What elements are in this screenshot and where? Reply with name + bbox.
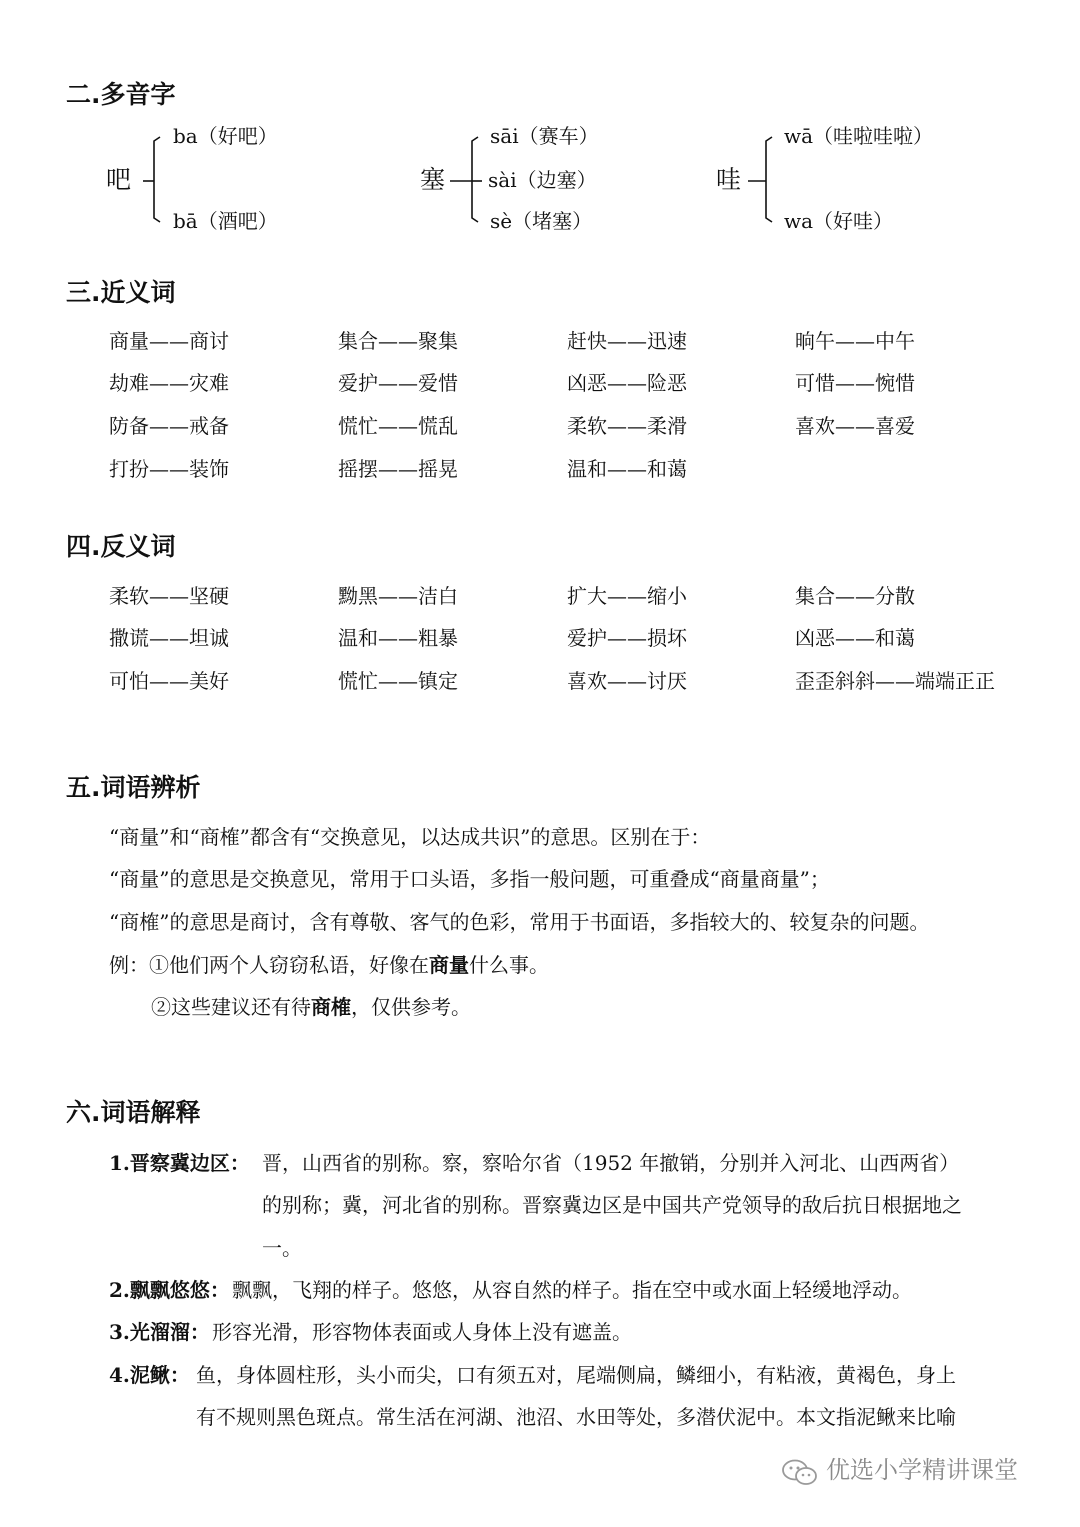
section-title-analysis: 五.词语辨析 [66, 773, 201, 802]
synonym-pair: 防备——戒备 [109, 414, 229, 438]
watermark-text: 优选小学精讲课堂 [826, 1456, 1018, 1484]
antonym-pair: 爱护——损坏 [567, 626, 687, 650]
synonym-pair: 喜欢——喜爱 [795, 414, 915, 438]
example-text: 什么事。 [469, 953, 549, 977]
example-keyword: 商榷 [311, 995, 351, 1019]
definition-text: 有不规则黑色斑点。常生活在河湖、池沼、水田等处，多潜伏泥中。本文指泥鳅来比喻 [196, 1405, 956, 1429]
polyphone-char: 塞 [420, 165, 446, 194]
definition-term: 4.泥鳅： [109, 1363, 190, 1387]
polyphone-reading: wā（哇啦哇啦） [784, 124, 934, 148]
synonym-pair: 劫难——灾难 [109, 371, 229, 395]
example-text: ，仅供参考。 [351, 995, 471, 1019]
synonym-pair: 慌忙——慌乱 [338, 414, 458, 438]
section-title-antonyms: 四.反义词 [66, 532, 176, 561]
example-line [151, 994, 471, 1020]
analysis-line: “商榷”的意思是商讨，含有尊敬、客气的色彩，常用于书面语，多指较大的、较复杂的问题。 [109, 910, 930, 934]
polyphone-reading: sài（边塞） [488, 168, 597, 192]
polyphone-reading: bā（酒吧） [173, 209, 278, 233]
definition-term: 3.光溜溜： [109, 1320, 210, 1344]
synonym-pair: 晌午——中午 [795, 329, 915, 353]
definition-term: 1.晋察冀边区： [109, 1151, 250, 1175]
antonym-pair: 凶恶——和蔼 [795, 626, 915, 650]
definition-text: 的别称；冀，河北省的别称。晋察冀边区是中国共产党领导的敌后抗日根据地之 [262, 1193, 962, 1217]
definition-text: 飘飘，飞翔的样子。悠悠，从容自然的样子。指在空中或水面上轻缓地浮动。 [232, 1278, 912, 1302]
antonym-pair: 慌忙——镇定 [338, 669, 458, 693]
antonym-pair: 柔软——坚硬 [109, 584, 229, 608]
definition-term: 2.飘飘悠悠： [109, 1278, 230, 1302]
example-text: ②这些建议还有待 [151, 995, 311, 1019]
section-title-definitions: 六.词语解释 [66, 1098, 201, 1127]
wechat-icon [780, 1457, 820, 1487]
example-line [109, 952, 549, 978]
synonym-pair: 打扮——装饰 [109, 457, 229, 481]
antonym-pair: 歪歪斜斜——端端正正 [795, 669, 995, 693]
antonym-pair: 喜欢——讨厌 [567, 669, 687, 693]
synonym-pair: 爱护——爱惜 [338, 371, 458, 395]
example-text: 例：①他们两个人窃窃私语，好像在 [109, 953, 429, 977]
polyphone-char: 吧 [106, 165, 132, 194]
antonym-pair: 可怕——美好 [109, 669, 229, 693]
definition-text: 鱼，身体圆柱形，头小而尖，口有须五对，尾端侧扁，鳞细小，有粘液，黄褐色，身上 [196, 1363, 956, 1387]
synonym-pair: 商量——商讨 [109, 329, 229, 353]
example-keyword: 商量 [429, 953, 469, 977]
polyphone-char: 哇 [716, 165, 742, 194]
synonym-pair: 摇摆——摇晃 [338, 457, 458, 481]
synonym-pair: 可惜——惋惜 [795, 371, 915, 395]
definition-text: 晋，山西省的别称。察，察哈尔省（1952 年撤销，分别并入河北、山西两省） [262, 1151, 960, 1175]
synonym-pair: 集合——聚集 [338, 329, 458, 353]
polyphone-reading: sāi（赛车） [490, 124, 599, 148]
synonym-pair: 赶快——迅速 [567, 329, 687, 353]
antonym-pair: 温和——粗暴 [338, 626, 458, 650]
section-title-polyphones: 二.多音字 [66, 80, 176, 109]
synonym-pair: 凶恶——险恶 [567, 371, 687, 395]
synonym-pair: 柔软——柔滑 [567, 414, 687, 438]
antonym-pair: 黝黑——洁白 [338, 584, 458, 608]
polyphone-reading: sè（堵塞） [490, 209, 593, 233]
antonym-pair: 集合——分散 [795, 584, 915, 608]
synonym-pair: 温和——和蔼 [567, 457, 687, 481]
section-title-synonyms: 三.近义词 [66, 278, 176, 307]
antonym-pair: 扩大——缩小 [567, 584, 687, 608]
polyphone-reading: ba（好吧） [173, 124, 278, 148]
definition-text: 形容光滑，形容物体表面或人身体上没有遮盖。 [212, 1320, 632, 1344]
analysis-line: “商量”的意思是交换意见，常用于口头语，多指一般问题，可重叠成“商量商量”； [109, 867, 830, 891]
polyphone-reading: wa（好哇） [784, 209, 894, 233]
antonym-pair: 撒谎——坦诚 [109, 626, 229, 650]
analysis-line: “商量”和“商榷”都含有“交换意见，以达成共识”的意思。区别在于： [109, 825, 711, 849]
definition-text: 一。 [262, 1236, 302, 1260]
